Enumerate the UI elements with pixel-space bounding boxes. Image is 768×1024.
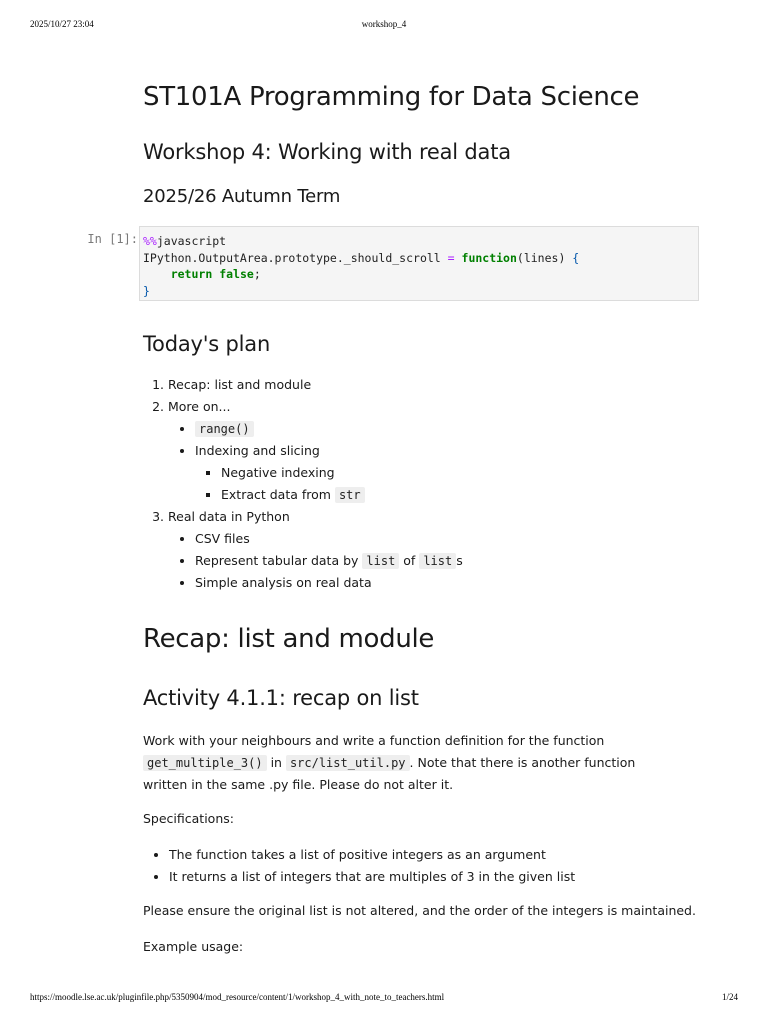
paragraph-text: Work with your neighbours and write a function definition for the function — [143, 733, 605, 748]
list-item — [195, 572, 683, 594]
inline-code: str — [335, 487, 365, 503]
list-item-text: Extract data from — [221, 487, 335, 502]
list-item — [169, 866, 689, 888]
workshop-subtitle: Workshop 4: Working with real data — [143, 140, 511, 164]
ensure-paragraph: Please ensure the original list is not altered, and the order of the integers is maintained. — [143, 903, 696, 918]
print-doc-title: workshop_4 — [361, 19, 407, 29]
list-item-text: Negative indexing — [221, 465, 335, 480]
list-item — [221, 462, 683, 484]
list-item-text: of — [399, 553, 420, 568]
inline-code: range() — [195, 421, 254, 437]
cell-prompt: In [1]: — [87, 232, 138, 246]
list-item-text: Recap: list and module — [168, 377, 312, 392]
code-magic: %% — [143, 234, 157, 248]
sub-list — [168, 418, 683, 506]
sub-list — [168, 528, 683, 594]
term-heading: 2025/26 Autumn Term — [143, 186, 341, 207]
inline-code: list — [362, 553, 399, 569]
list-item-text: Simple analysis on real data — [195, 575, 372, 590]
code-keyword: return — [170, 267, 213, 281]
list-item-text: CSV files — [195, 531, 250, 546]
list-item-text: More on... — [168, 399, 231, 414]
activity-paragraph — [143, 730, 663, 796]
inline-code: src/list_util.py — [286, 755, 410, 771]
list-item-text: The function takes a list of positive integers as an argument — [169, 847, 546, 862]
list-item-text: It returns a list of integers that are multiples of 3 in the given list — [169, 869, 576, 884]
paragraph-text: in — [266, 755, 286, 770]
print-url: https://moodle.lse.ac.uk/pluginfile.php/5350904/mod_resource/content/1/workshop_4_with_note_to_teachers.html — [30, 992, 445, 1002]
plan-list — [143, 374, 683, 594]
page-number: 1/24 — [721, 992, 738, 1002]
code-text: javascript — [156, 234, 227, 248]
code-cell[interactable] — [139, 226, 699, 301]
list-item-text: s — [456, 553, 463, 568]
code-keyword: false — [219, 267, 254, 281]
notebook-title: ST101A Programming for Data Science — [143, 82, 640, 112]
code-text: ; — [253, 267, 261, 281]
print-footer — [30, 992, 738, 1006]
code-text: IPython.OutputArea.prototype._should_scroll — [143, 250, 448, 265]
code-text: (lines) — [516, 250, 573, 265]
list-item — [168, 396, 683, 506]
code-operator: = — [447, 250, 455, 265]
sub-sub-list — [195, 462, 683, 506]
code-brace: } — [143, 283, 150, 298]
paragraph-text: . Note that there is another function — [409, 755, 636, 770]
code-keyword: function — [461, 250, 517, 265]
plan-ordered-list — [143, 374, 683, 594]
print-datetime: 2025/10/27 23:04 — [30, 19, 94, 29]
list-item — [195, 418, 683, 440]
list-item — [195, 528, 683, 550]
specifications-label: Specifications: — [143, 811, 234, 826]
inline-code: list — [419, 553, 456, 569]
list-item — [221, 484, 683, 506]
list-item — [195, 440, 683, 506]
list-item-text: Real data in Python — [168, 509, 290, 524]
print-header — [30, 19, 738, 33]
activity-heading: Activity 4.1.1: recap on list — [143, 686, 419, 710]
list-item — [169, 844, 689, 866]
plan-heading: Today's plan — [143, 332, 271, 356]
list-item-text: Represent tabular data by — [195, 553, 363, 568]
example-label: Example usage: — [143, 939, 244, 954]
list-item-text: Indexing and slicing — [195, 443, 320, 458]
recap-heading: Recap: list and module — [143, 624, 435, 654]
list-item — [168, 506, 683, 594]
list-item — [195, 550, 683, 572]
code-brace: { — [572, 250, 580, 265]
paragraph-text: written in the same .py file. Please do not alter it. — [143, 777, 454, 792]
inline-code: get_multiple_3() — [143, 755, 267, 771]
specifications-list — [143, 844, 689, 888]
list-item — [168, 374, 683, 396]
